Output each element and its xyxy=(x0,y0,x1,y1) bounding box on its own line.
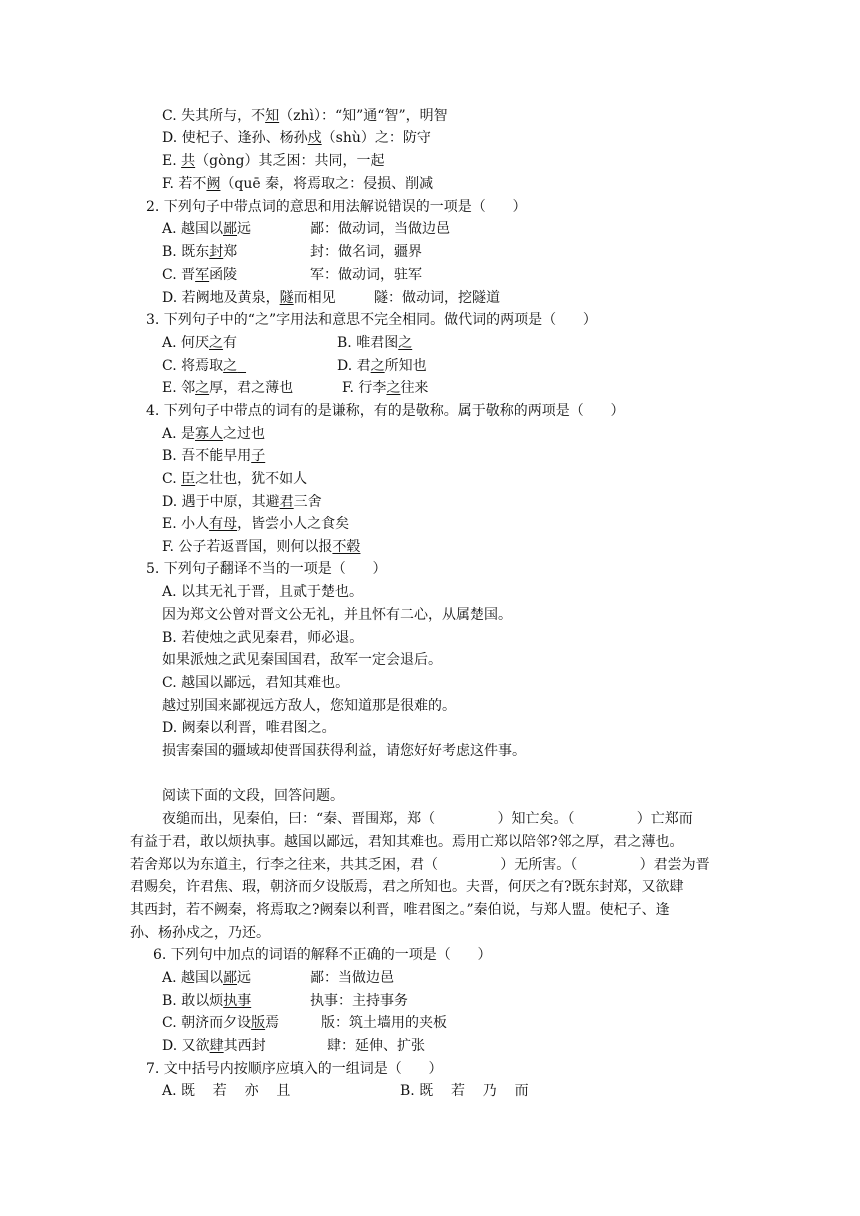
q5-stem: 5. 下列句子翻译不当的一项是（ ） xyxy=(146,561,387,577)
q6-option-a-note: 鄙：当做边邑 xyxy=(310,970,394,986)
q2-option-c-note: 军：做动词，驻军 xyxy=(310,267,422,283)
q4-stem: 4. 下列句子中带点的词有的是谦称，有的是敬称。属于敬称的两项是（ ） xyxy=(146,403,625,419)
q5-line: B. 若使烛之武见秦君，师必退。 xyxy=(162,630,364,646)
passage-line: 有益于君，敢以烦执事。越国以鄙远，君知其难也。焉用亡郑以陪邻?邻之厚，君之薄也。 xyxy=(130,834,684,850)
q2-option-b-note: 封：做名词，疆界 xyxy=(310,244,422,260)
q5-line: A. 以其无礼于晋，且贰于楚也。 xyxy=(162,584,364,600)
q1-option-d: D. 使杞子、逢孙、杨孙戍（shù）之：防守 xyxy=(162,130,431,146)
q4-option-a: A. 是寡人之过也 xyxy=(162,426,266,442)
q5-line: C. 越国以鄙远，君知其难也。 xyxy=(162,675,350,691)
q5-line: 损害秦国的疆域却使晋国获得利益，请您好好考虑这件事。 xyxy=(162,743,526,759)
q2-option-a-note: 鄙：做动词，当做边邑 xyxy=(310,221,450,237)
q4-option-f: F. 公子若返晋国，则何以报不毂 xyxy=(162,539,361,555)
q4-option-d: D. 遇于中原，其避君三舍 xyxy=(162,494,322,510)
q2-option-d-note: 隧：做动词，挖隧道 xyxy=(374,290,500,306)
passage-line: 其西封，若不阙秦，将焉取之?阙秦以利晋，唯君图之。”秦伯说，与郑人盟。使杞子、逢 xyxy=(130,902,670,918)
q1-option-c: C. 失其所与，不知（zhì）：“知”通“智”，明智 xyxy=(162,108,448,124)
q3-stem: 3. 下列句子中的“之”字用法和意思不完全相同。做代词的两项是（ ） xyxy=(146,312,597,328)
q3-option-a: A. 何厌之有 xyxy=(162,335,238,351)
q2-option-a: A. 越国以鄙远 xyxy=(162,221,252,237)
passage-line: 孙、杨孙戍之，乃还。 xyxy=(130,925,270,941)
q4-option-e: E. 小人有母，皆尝小人之食矣 xyxy=(162,516,350,532)
q5-line: D. 阙秦以利晋，唯君图之。 xyxy=(162,720,336,736)
q6-option-c-note: 版：筑土墙用的夹板 xyxy=(321,1015,447,1031)
q3-option-b: B. 唯君图之 xyxy=(337,335,413,351)
q6-option-c: C. 朝济而夕设版焉 xyxy=(162,1015,280,1031)
q3-option-e: E. 邻之厚，君之薄也 xyxy=(162,380,294,396)
passage-line: 夜缒而出，见秦伯，曰：“秦、晋围郑，郑（ ）知亡矣。（ ）亡郑而 xyxy=(162,811,693,827)
q4-option-b: B. 吾不能早用子 xyxy=(162,448,266,464)
q1-option-e: E. 共（gòng）其乏困：共同，一起 xyxy=(162,153,385,169)
q6-option-d: D. 又欲肆其西封 xyxy=(162,1038,266,1054)
q2-option-b: B. 既东封郑 xyxy=(162,244,238,260)
q3-option-f: F. 行李之往来 xyxy=(342,380,429,396)
passage-intro: 阅读下面的文段，回答问题。 xyxy=(162,788,344,804)
q1-option-f: F. 若不阙（quē 秦，将焉取之：侵损、削减 xyxy=(162,176,434,192)
q2-option-d: D. 若阙地及黄泉，隧而相见 xyxy=(162,290,336,306)
q7-stem: 7. 文中括号内按顺序应填入的一组词是（ ） xyxy=(146,1061,443,1077)
q6-option-d-note: 肆：延伸、扩张 xyxy=(327,1038,425,1054)
q5-line: 越过别国来鄙视远方敌人，您知道那是很难的。 xyxy=(162,698,456,714)
q7-option-a: A. 既 若 亦 且 xyxy=(162,1083,291,1099)
q3-option-d: D. 君之所知也 xyxy=(337,358,427,374)
q2-stem: 2. 下列句子中带点词的意思和用法解说错误的一项是（ ） xyxy=(146,199,527,215)
q4-option-c: C. 臣之壮也，犹不如人 xyxy=(162,471,308,487)
q5-line: 如果派烛之武见秦国国君，敌军一定会退后。 xyxy=(162,652,442,668)
passage-line: 君赐矣，许君焦、瑕，朝济而夕设版焉，君之所知也。夫晋，何厌之有?既东封郑，又欲肆 xyxy=(130,879,684,895)
q6-option-a: A. 越国以鄙远 xyxy=(162,970,252,986)
q6-option-b: B. 敢以烦执事 xyxy=(162,993,252,1009)
q3-option-c: C. 将焉取之 xyxy=(162,358,238,374)
q7-option-b: B. 既 若 乃 而 xyxy=(400,1083,529,1099)
passage-line: 若舍郑以为东道主，行李之往来，共其乏困，君（ ）无所害。（ ）君尝为晋 xyxy=(130,857,710,873)
q6-option-b-note: 执事：主持事务 xyxy=(310,993,408,1009)
q5-line: 因为郑文公曾对晋文公无礼，并且怀有二心，从属楚国。 xyxy=(162,607,512,623)
q6-stem: 6. 下列句中加点的词语的解释不正确的一项是（ ） xyxy=(153,947,492,963)
q2-option-c: C. 晋军函陵 xyxy=(162,267,238,283)
